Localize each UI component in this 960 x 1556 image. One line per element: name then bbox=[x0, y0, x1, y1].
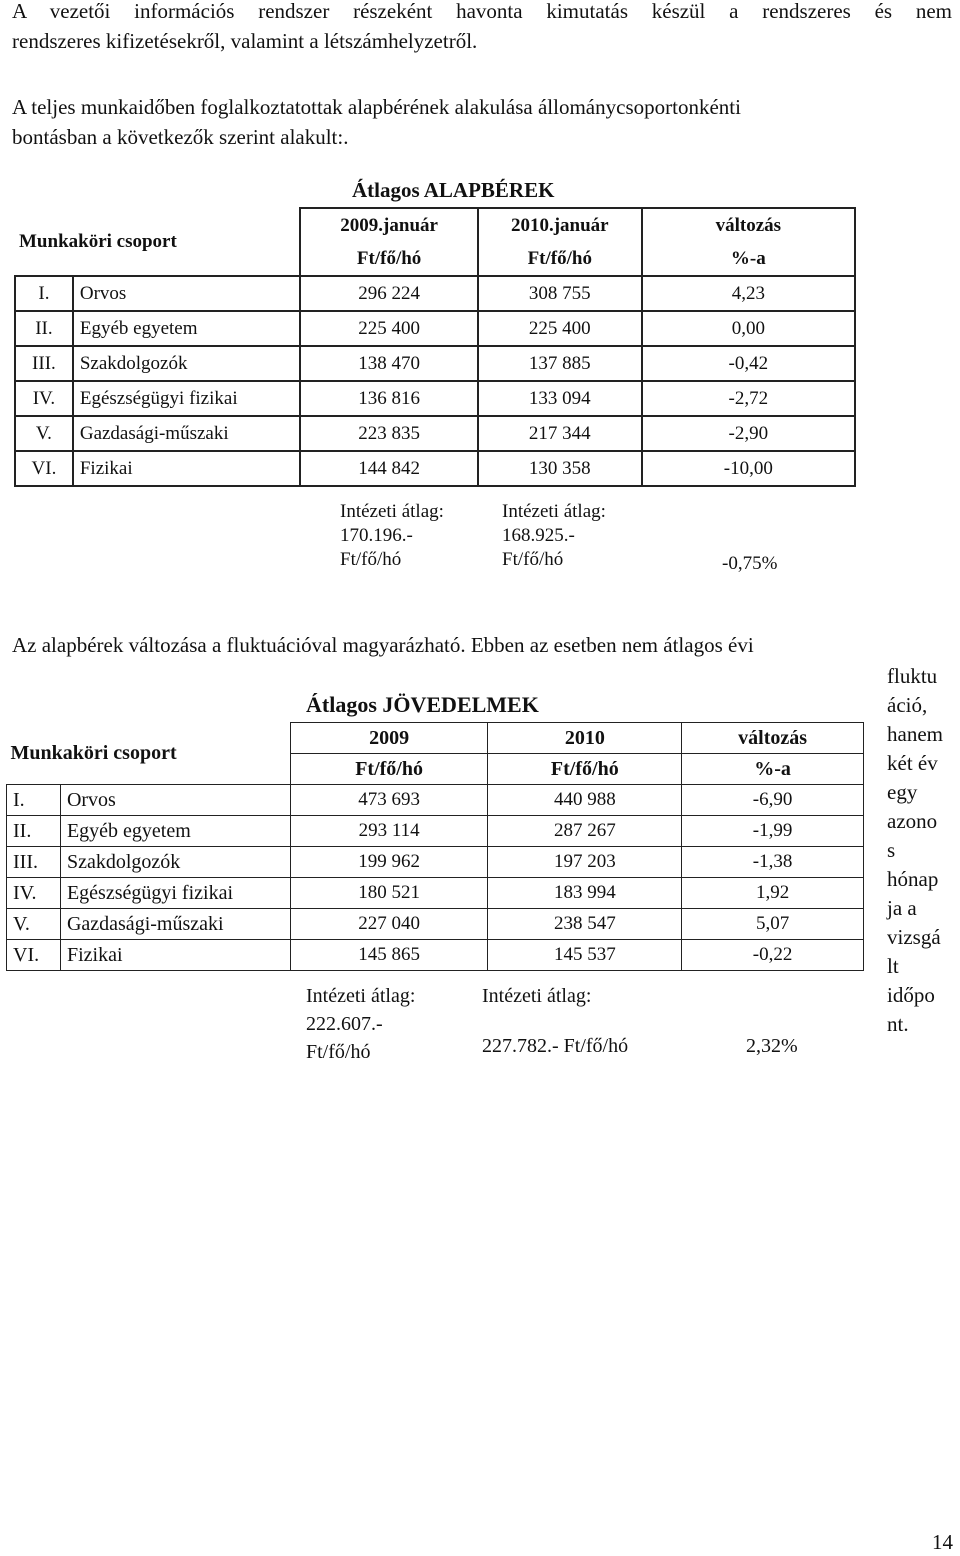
row-name: Orvos bbox=[73, 276, 300, 311]
row-change: -2,72 bbox=[642, 381, 855, 416]
avg-value: 170.196.- bbox=[340, 525, 413, 546]
table2-avg-change: 2,32% bbox=[746, 1035, 798, 1057]
row-name: Egészségügyi fizikai bbox=[60, 878, 290, 909]
row-value-2010: 197 203 bbox=[488, 847, 682, 878]
row-name: Fizikai bbox=[73, 451, 300, 486]
row-value-2009: 225 400 bbox=[300, 311, 478, 346]
table-row bbox=[15, 311, 855, 346]
table-row bbox=[7, 909, 864, 940]
row-value-2010: 133 094 bbox=[478, 381, 642, 416]
table1-avg-change: -0,75% bbox=[722, 553, 778, 574]
table-row bbox=[7, 847, 864, 878]
side-text-line: két év bbox=[887, 751, 938, 775]
table-row bbox=[7, 940, 864, 971]
row-name: Fizikai bbox=[60, 940, 290, 971]
row-value-2010: 130 358 bbox=[478, 451, 642, 486]
table-row bbox=[15, 451, 855, 486]
row-change: -2,90 bbox=[642, 416, 855, 451]
row-number: II. bbox=[15, 311, 73, 346]
row-change: -0,22 bbox=[682, 940, 864, 971]
row-value-2010: 440 988 bbox=[488, 785, 682, 816]
table2-unit-change: %-a bbox=[682, 754, 864, 785]
table1-group-header: Munkaköri csoport bbox=[19, 230, 177, 252]
table-row bbox=[7, 878, 864, 909]
side-text-line: nt. bbox=[887, 1012, 909, 1036]
intro-line-1: A vezetői információs rendszer részeként havonta kimutatás készül a rendszeres és nem bbox=[12, 0, 952, 23]
table-row bbox=[15, 416, 855, 451]
row-value-2009: 144 842 bbox=[300, 451, 478, 486]
side-text-line: hanem bbox=[887, 722, 943, 746]
table2-unit-2010: Ft/fő/hó bbox=[488, 754, 682, 785]
intro-line-4: bontásban a következők szerint alakult:. bbox=[12, 125, 349, 149]
table-row bbox=[15, 381, 855, 416]
row-name: Szakdolgozók bbox=[73, 346, 300, 381]
alapberek-table bbox=[14, 207, 856, 487]
row-name: Egyéb egyetem bbox=[73, 311, 300, 346]
avg-label: Intézeti átlag: bbox=[502, 501, 606, 522]
table-row bbox=[15, 276, 855, 311]
avg-unit: Ft/fő/hó bbox=[340, 549, 402, 570]
side-text-line: s bbox=[887, 838, 896, 862]
row-value-2009: 293 114 bbox=[290, 816, 488, 847]
row-number: I. bbox=[15, 276, 73, 311]
avg-unit: Ft/fő/hó bbox=[502, 549, 564, 570]
middle-text: Az alapbérek változása a fluktuációval magyarázható. Ebben az esetben nem átlagos évi bbox=[12, 633, 754, 657]
row-value-2009: 145 865 bbox=[290, 940, 488, 971]
intro-line-3: A teljes munkaidőben foglalkoztatottak alapbérének alakulása állománycsoportonkénti bbox=[12, 95, 741, 119]
row-value-2010: 287 267 bbox=[488, 816, 682, 847]
table2-title: Átlagos JÖVEDELMEK bbox=[306, 692, 539, 717]
table2-group-header: Munkaköri csoport bbox=[10, 741, 177, 764]
table1-avg-2009 bbox=[340, 500, 444, 572]
row-value-2010: 183 994 bbox=[488, 878, 682, 909]
table2-unit-2009: Ft/fő/hó bbox=[290, 754, 488, 785]
row-change: 0,00 bbox=[642, 311, 855, 346]
row-value-2009: 296 224 bbox=[300, 276, 478, 311]
side-text-line: azono bbox=[887, 809, 938, 833]
row-change: -0,42 bbox=[642, 346, 855, 381]
table2-avg-2010-label: Intézeti átlag: bbox=[482, 985, 592, 1007]
table2-avg-2010-value: 227.782.- Ft/fő/hó bbox=[482, 1035, 629, 1057]
table-row bbox=[7, 785, 864, 816]
side-text-line: hónap bbox=[887, 867, 939, 891]
row-value-2009: 199 962 bbox=[290, 847, 488, 878]
row-value-2010: 238 547 bbox=[488, 909, 682, 940]
avg-value: 168.925.- bbox=[502, 525, 575, 546]
row-value-2009: 180 521 bbox=[290, 878, 488, 909]
row-value-2009: 223 835 bbox=[300, 416, 478, 451]
row-change: 1,92 bbox=[682, 878, 864, 909]
side-text-line: időpo bbox=[887, 983, 935, 1007]
table1-title: Átlagos ALAPBÉREK bbox=[352, 178, 555, 202]
table1-unit-2010: Ft/fő/hó bbox=[478, 242, 642, 276]
table2-col-2009: 2009 bbox=[290, 723, 488, 754]
avg-unit: Ft/fő/hó bbox=[306, 1041, 371, 1063]
row-number: I. bbox=[7, 785, 61, 816]
table1-unit-2009: Ft/fő/hó bbox=[300, 242, 478, 276]
row-value-2010: 217 344 bbox=[478, 416, 642, 451]
row-change: -1,38 bbox=[682, 847, 864, 878]
row-change: 5,07 bbox=[682, 909, 864, 940]
table1-unit-change: %-a bbox=[642, 242, 855, 276]
row-change: 4,23 bbox=[642, 276, 855, 311]
row-change: -10,00 bbox=[642, 451, 855, 486]
row-change: -6,90 bbox=[682, 785, 864, 816]
row-value-2009: 473 693 bbox=[290, 785, 488, 816]
side-text-line: lt bbox=[887, 954, 899, 978]
row-name: Gazdasági-műszaki bbox=[73, 416, 300, 451]
table1-col-2009: 2009.január bbox=[300, 208, 478, 242]
row-name: Orvos bbox=[60, 785, 290, 816]
row-value-2010: 145 537 bbox=[488, 940, 682, 971]
row-name: Gazdasági-műszaki bbox=[60, 909, 290, 940]
row-name: Szakdolgozók bbox=[60, 847, 290, 878]
row-value-2009: 138 470 bbox=[300, 346, 478, 381]
avg-label: Intézeti átlag: bbox=[306, 985, 416, 1007]
row-number: VI. bbox=[15, 451, 73, 486]
jovedelmek-table bbox=[6, 722, 864, 971]
side-text-line: ja a bbox=[887, 896, 917, 920]
table2-col-2010: 2010 bbox=[488, 723, 682, 754]
intro-line-2: rendszeres kifizetésekről, valamint a létszámhelyzetről. bbox=[12, 29, 478, 53]
row-number: V. bbox=[15, 416, 73, 451]
page-number: 14 bbox=[932, 1530, 953, 1554]
row-number: IV. bbox=[7, 878, 61, 909]
side-text bbox=[887, 662, 943, 1039]
row-name: Egészségügyi fizikai bbox=[73, 381, 300, 416]
row-value-2009: 227 040 bbox=[290, 909, 488, 940]
row-number: IV. bbox=[15, 381, 73, 416]
table2-col-change: változás bbox=[682, 723, 864, 754]
table1-col-2010: 2010.január bbox=[478, 208, 642, 242]
row-number: VI. bbox=[7, 940, 61, 971]
side-text-line: fluktu bbox=[887, 664, 938, 688]
row-number: III. bbox=[15, 346, 73, 381]
table1-col-change: változás bbox=[642, 208, 855, 242]
row-change: -1,99 bbox=[682, 816, 864, 847]
row-name: Egyéb egyetem bbox=[60, 816, 290, 847]
table1-avg-2010 bbox=[502, 500, 606, 572]
row-value-2009: 136 816 bbox=[300, 381, 478, 416]
side-text-line: áció, bbox=[887, 693, 928, 717]
row-value-2010: 225 400 bbox=[478, 311, 642, 346]
table-row bbox=[7, 816, 864, 847]
side-text-line: vizsgá bbox=[887, 925, 941, 949]
row-value-2010: 137 885 bbox=[478, 346, 642, 381]
side-text-line: egy bbox=[887, 780, 918, 804]
row-value-2010: 308 755 bbox=[478, 276, 642, 311]
row-number: V. bbox=[7, 909, 61, 940]
row-number: II. bbox=[7, 816, 61, 847]
row-number: III. bbox=[7, 847, 61, 878]
table-row bbox=[15, 346, 855, 381]
avg-label: Intézeti átlag: bbox=[340, 501, 444, 522]
table2-avg-2009 bbox=[306, 982, 415, 1066]
avg-value: 222.607.- bbox=[306, 1013, 383, 1035]
